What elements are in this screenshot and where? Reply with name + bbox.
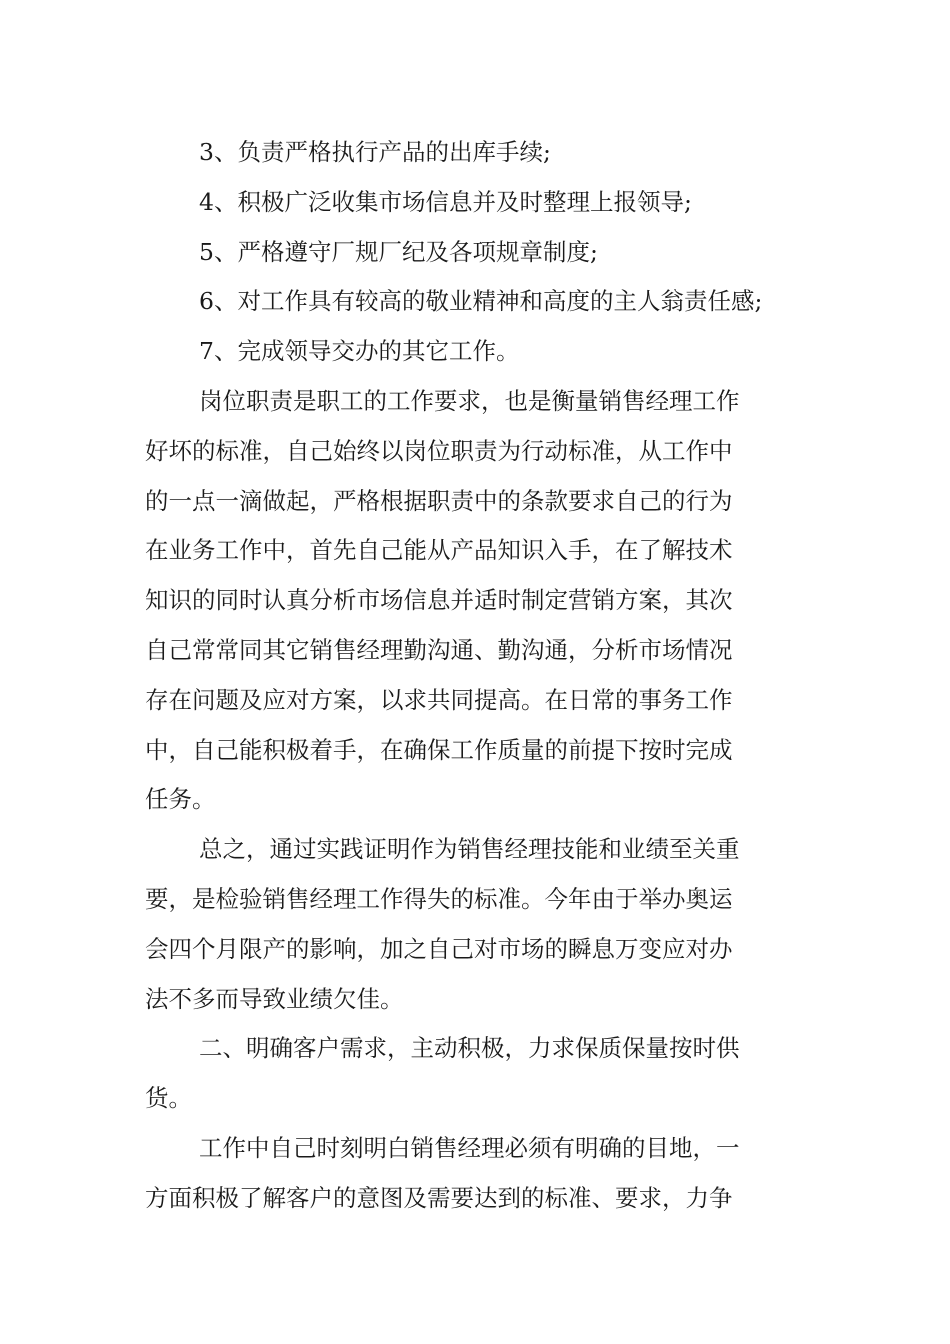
- paragraph-line: 岗位职责是职工的工作要求，也是衡量销售经理工作: [199, 386, 740, 415]
- paragraph-line: 法不多而导致业绩欠佳。: [145, 984, 404, 1013]
- list-item: 7、完成领导交办的其它工作。: [199, 337, 520, 366]
- section-heading-two: [145, 1024, 805, 1124]
- paragraph-line: 方面积极了解客户的意图及需要达到的标准、要求，力争: [145, 1183, 733, 1212]
- paragraph-line: 会四个月限产的影响，加之自己对市场的瞬息万变应对办: [145, 934, 733, 963]
- list-item: 5、严格遵守厂规厂纪及各项规章制度;: [199, 237, 598, 266]
- paragraph-line: 自己常常同其它销售经理勤沟通、勤沟通，分析市场情况: [145, 635, 733, 664]
- paragraph-line: 的一点一滴做起，严格根据职责中的条款要求自己的行为: [145, 486, 733, 515]
- paragraph-job-duties: [145, 377, 805, 825]
- paragraph-line: 二、明确客户需求，主动积极，力求保质保量按时供: [199, 1034, 740, 1063]
- paragraph-line: 总之，通过实践证明作为销售经理技能和业绩至关重: [199, 835, 740, 864]
- paragraph-line: 知识的同时认真分析市场信息并适时制定营销方案，其次: [145, 586, 733, 615]
- paragraph-line: 工作中自己时刻明白销售经理必须有明确的目地，一: [199, 1133, 740, 1162]
- paragraph-line: 存在问题及应对方案，以求共同提高。在日常的事务工作: [145, 685, 733, 714]
- document-body: [145, 128, 805, 1224]
- paragraph-line: 中，自己能积极着手，在确保工作质量的前提下按时完成: [145, 735, 733, 764]
- paragraph-line: 好坏的标准，自己始终以岗位职责为行动标准，从工作中: [145, 436, 733, 465]
- paragraph-line: 要，是检验销售经理工作得失的标准。今年由于举办奥运: [145, 884, 733, 913]
- paragraph-line: 货。: [145, 1084, 192, 1113]
- list-item: 4、积极广泛收集市场信息并及时整理上报领导;: [199, 187, 692, 216]
- paragraph-customer-needs: [145, 1124, 805, 1224]
- paragraph-line: 任务。: [145, 785, 216, 814]
- list-item: 3、负责严格执行产品的出库手续;: [199, 138, 551, 166]
- paragraph-line: 在业务工作中，首先自己能从产品知识入手，在了解技术: [145, 536, 733, 565]
- paragraph-summary: [145, 825, 805, 1024]
- list-item: 6、对工作具有较高的敬业精神和高度的主人翁责任感;: [199, 287, 763, 316]
